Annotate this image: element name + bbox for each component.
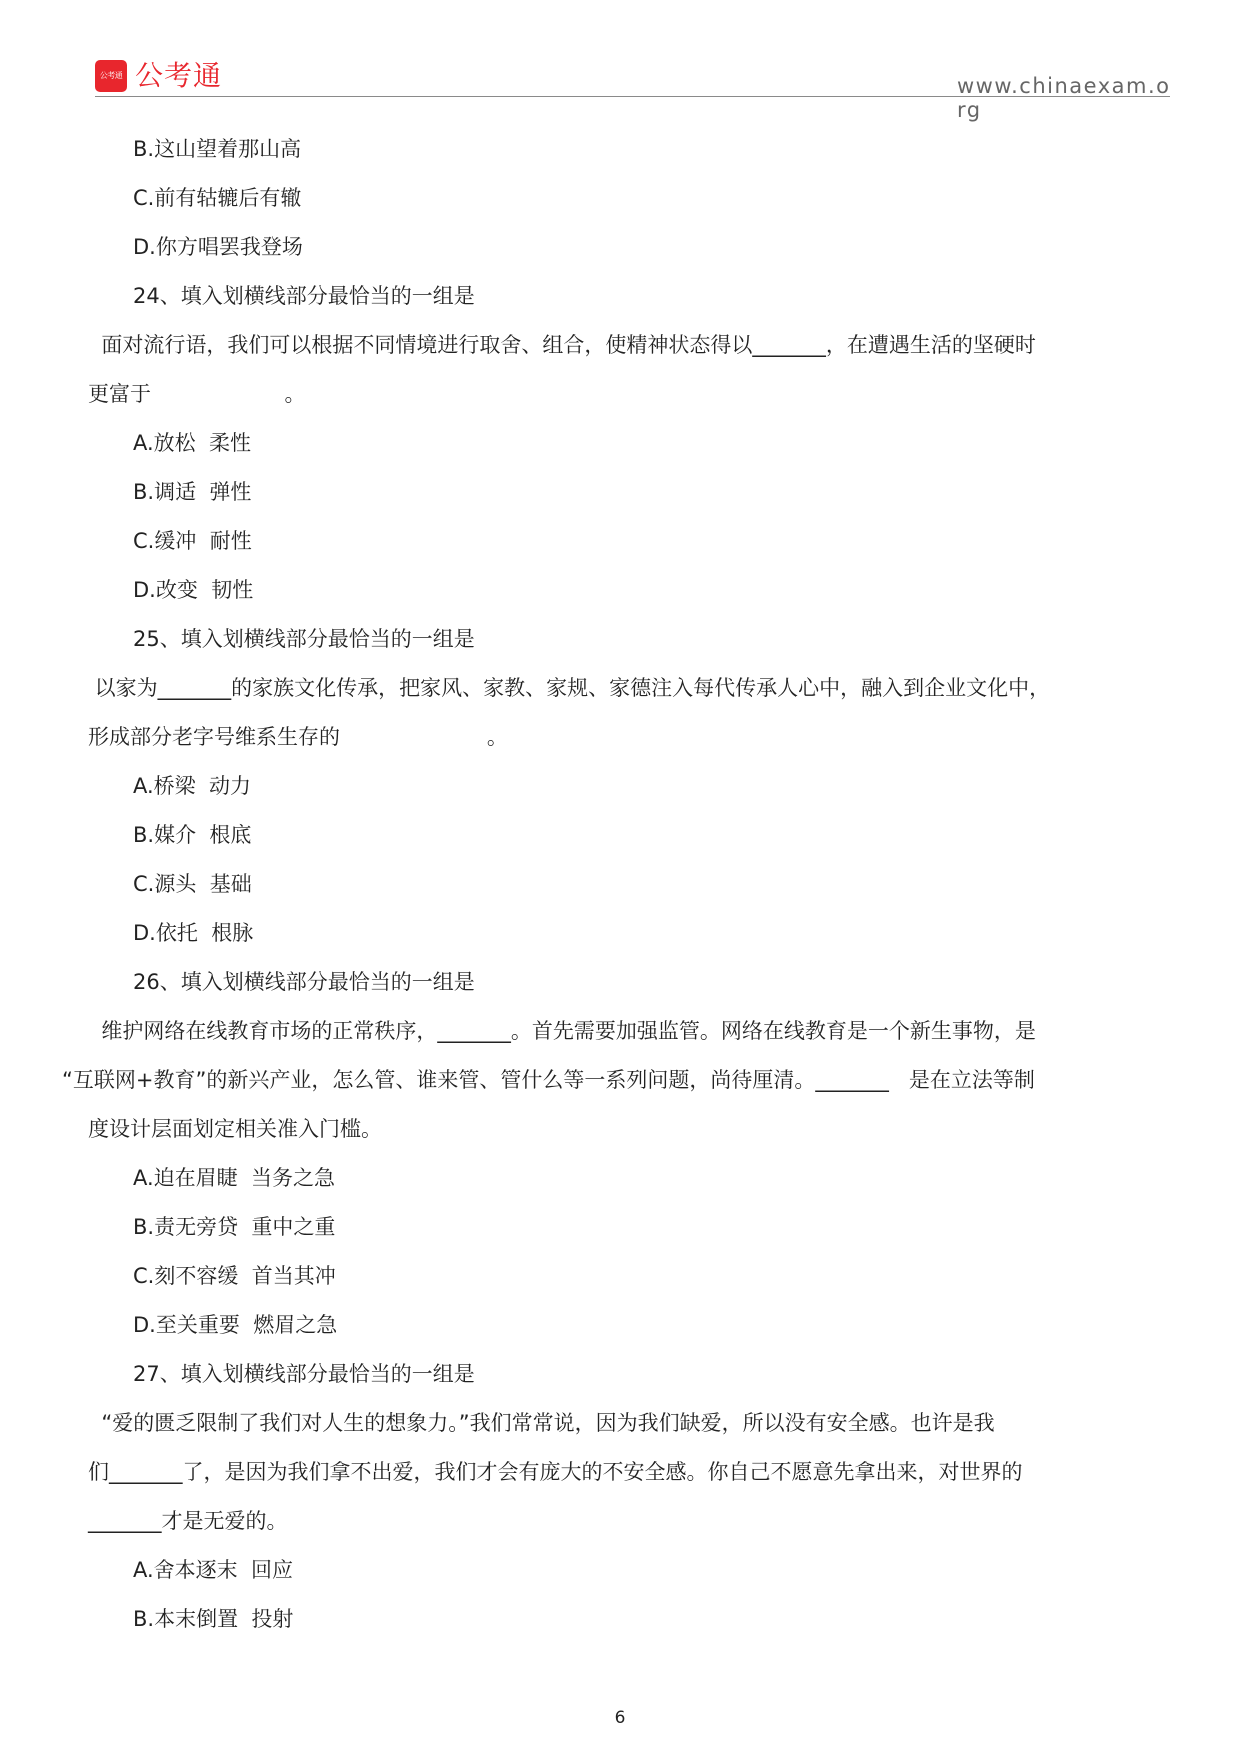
question-24-text-line-1: 面对流行语，我们可以根据不同情境进行取舍、组合，使精神状态得以_______，在遭遇生活的坚硬时 [88,333,1036,357]
option-d-q23: D.你方唱罢我登场 [133,235,303,259]
option-d-q24: D.改变 韧性 [133,578,254,602]
option-b-q25: B.媒介 根底 [133,823,252,847]
option-c-q23: C.前有轱辘后有辙 [133,186,302,210]
option-b-q24: B.调适 弹性 [133,480,252,504]
option-b-q23: B.这山望着那山高 [133,137,302,161]
question-25-title: 25、填入划横线部分最恰当的一组是 [133,627,475,651]
question-26-text-line-1: 维护网络在线教育市场的正常秩序，_______。首先需要加强监管。网络在线教育是一个新生事物，是 [88,1019,1036,1043]
site-url[interactable]: www.chinaexam.org [957,74,1171,122]
question-24-text-line-2: 更富于 。 [88,382,306,406]
page-header [0,0,1240,130]
question-25-text-line-1: 以家为_______的家族文化传承，把家风、家教、家规、家德注入每代传承人心中，融入到企业文化中， [88,676,1051,700]
option-c-q26: C.刻不容缓 首当其冲 [133,1264,336,1288]
question-27-text-line-1: “爱的匮乏限制了我们对人生的想象力。”我们常常说，因为我们缺爱，所以没有安全感。也许是我 [88,1411,995,1435]
option-b-q26: B.责无旁贷 重中之重 [133,1215,336,1239]
option-d-q25: D.依托 根脉 [133,921,254,945]
question-26-title: 26、填入划横线部分最恰当的一组是 [133,970,475,994]
question-26-text-line-2: “互联网+教育”的新兴产业，怎么管、谁来管、管什么等一系列问题，尚待厘清。_______ 是在立法等制 [62,1068,1035,1092]
logo-icon: 公考通 [95,60,127,92]
option-a-q24: A.放松 柔性 [133,431,252,455]
option-a-q27: A.舍本逐末 回应 [133,1558,294,1582]
logo-text: 公考通 [135,59,223,92]
question-26-text-line-3: 度设计层面划定相关准入门槛。 [88,1117,382,1141]
question-24-title: 24、填入划横线部分最恰当的一组是 [133,284,475,308]
option-b-q27: B.本末倒置 投射 [133,1607,294,1631]
page-number: 6 [614,1708,626,1728]
option-c-q24: C.缓冲 耐性 [133,529,252,553]
option-a-q25: A.桥梁 动力 [133,774,252,798]
question-27-title: 27、填入划横线部分最恰当的一组是 [133,1362,475,1386]
question-27-text-line-2: 们_______了，是因为我们拿不出爱，我们才会有庞大的不安全感。你自己不愿意先拿出来，对世界的 [88,1460,1023,1484]
option-a-q26: A.迫在眉睫 当务之急 [133,1166,336,1190]
question-27-text-line-3: _______才是无爱的。 [88,1509,288,1533]
question-25-text-line-2: 形成部分老字号维系生存的 。 [88,725,508,749]
option-d-q26: D.至关重要 燃眉之急 [133,1313,338,1337]
option-c-q25: C.源头 基础 [133,872,252,896]
